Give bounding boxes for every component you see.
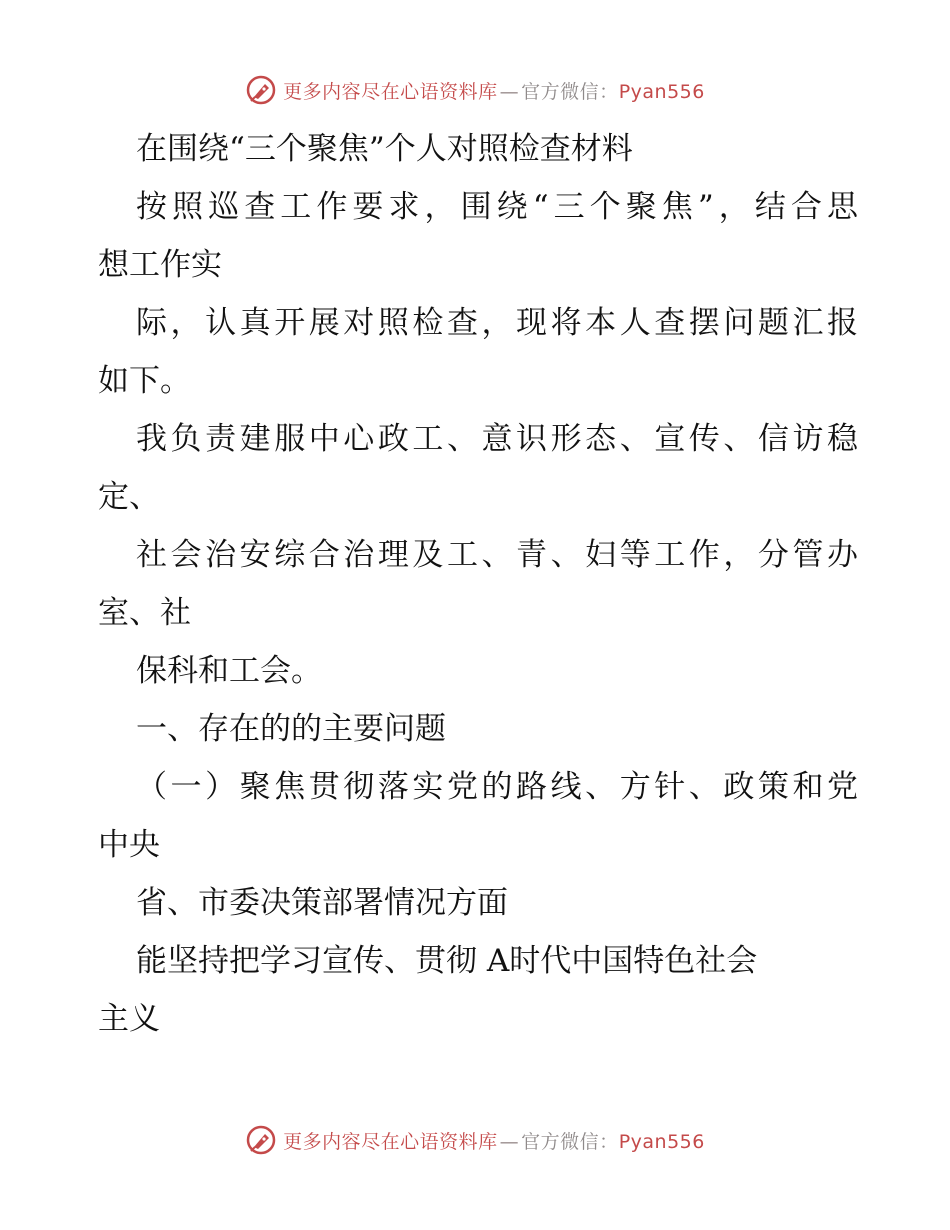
watermark-header [0,70,950,110]
watermark-text [283,77,705,104]
watermark-code: Pyan556 [618,1130,705,1153]
pen-nib-logo-icon [245,74,277,106]
watermark-brand: 更多内容尽在心语资料库 [283,80,498,103]
paragraph-line: 主义 [98,1001,160,1037]
paragraph-line: 定、 [98,479,160,515]
paragraph-line: 保科和工会。 [136,653,322,689]
section-heading: 一、存在的的主要问题 [136,711,446,747]
paragraph-line: 社会治安综合治理及工、青、妇等工作，分管办 [136,537,858,573]
paragraph-line: 我负责建服中心政工、意识形态、宣传、信访稳 [136,421,858,457]
paragraph-line: 如下。 [98,363,191,399]
paragraph-line: 中央 [98,827,160,863]
watermark-label: 官方微信： [521,80,619,103]
watermark-text [283,1127,705,1154]
paragraph-line: 能坚持把学习宣传、贯彻 A时代中国特色社会 [136,943,758,979]
watermark-label: 官方微信： [521,1130,619,1153]
document-body [98,120,858,1048]
paragraph-line: 想工作实 [98,247,222,283]
pen-nib-logo-icon [245,1124,277,1156]
document-title: 在围绕“三个聚焦”个人对照检查材料 [136,131,633,167]
paragraph-line: 按照巡查工作要求，围绕“三个聚焦”，结合思 [136,189,858,225]
watermark-footer [0,1120,950,1160]
paragraph-line: 际，认真开展对照检查，现将本人查摆问题汇报 [136,305,858,341]
watermark-code: Pyan556 [618,80,705,103]
watermark-dash: — [499,1130,520,1153]
watermark-brand: 更多内容尽在心语资料库 [283,1130,498,1153]
paragraph-line: 室、社 [98,595,191,631]
paragraph-line: 省、市委决策部署情况方面 [136,885,508,921]
subsection-heading: （一）聚焦贯彻落实党的路线、方针、政策和党 [136,769,858,805]
watermark-dash: — [499,80,520,103]
